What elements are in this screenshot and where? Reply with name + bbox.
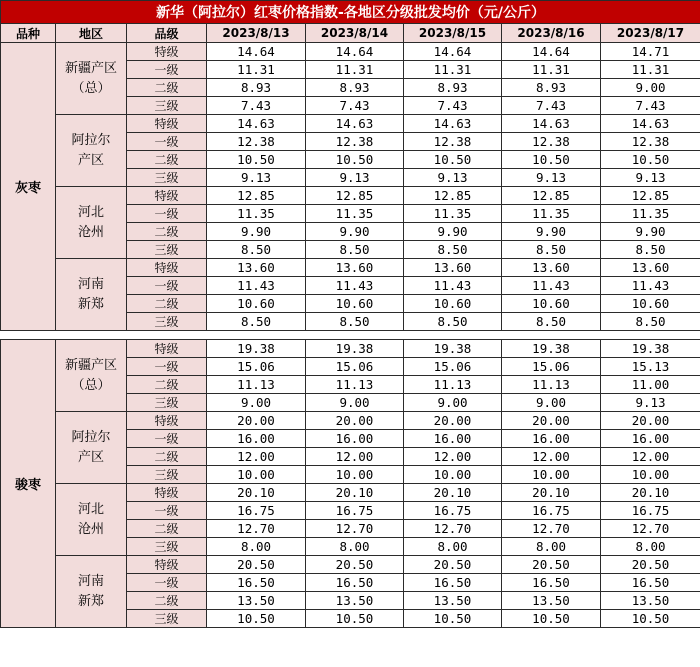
title-row (1, 1, 700, 24)
price-cell: 20.50 (601, 556, 700, 574)
price-cell: 14.64 (207, 43, 306, 61)
price-cell: 11.13 (404, 376, 502, 394)
table-row (1, 115, 700, 133)
price-cell: 16.50 (306, 574, 404, 592)
price-cell: 12.00 (306, 448, 404, 466)
region-cell (56, 340, 127, 412)
price-cell: 8.00 (502, 538, 601, 556)
price-cell: 12.70 (207, 520, 306, 538)
price-cell: 11.31 (502, 61, 601, 79)
header-date: 2023/8/16 (502, 24, 601, 43)
price-cell: 10.50 (404, 610, 502, 628)
header-date: 2023/8/17 (601, 24, 700, 43)
region-name-line: 沧州 (77, 224, 104, 240)
price-cell: 13.50 (404, 592, 502, 610)
price-cell: 15.06 (306, 358, 404, 376)
price-cell: 20.00 (306, 412, 404, 430)
variety-cell: 骏枣 (1, 340, 56, 628)
price-cell: 19.38 (601, 340, 700, 358)
price-cell: 9.90 (306, 223, 404, 241)
grade-cell: 特级 (127, 115, 207, 133)
grade-cell: 一级 (127, 133, 207, 151)
region-cell (56, 556, 127, 628)
price-cell: 16.00 (306, 430, 404, 448)
price-cell: 9.13 (306, 169, 404, 187)
region-name-line: 河北 (77, 204, 104, 220)
price-cell: 10.60 (404, 295, 502, 313)
price-cell: 8.93 (306, 79, 404, 97)
price-cell: 14.63 (207, 115, 306, 133)
region-name-line: 河北 (77, 501, 104, 517)
price-cell: 11.43 (306, 277, 404, 295)
table-row (1, 340, 700, 358)
price-cell: 12.38 (306, 133, 404, 151)
price-cell: 13.60 (404, 259, 502, 277)
price-cell: 11.43 (502, 277, 601, 295)
grade-cell: 二级 (127, 79, 207, 97)
price-cell: 8.50 (404, 241, 502, 259)
price-cell: 12.00 (502, 448, 601, 466)
price-cell: 16.75 (601, 502, 700, 520)
price-cell: 16.75 (404, 502, 502, 520)
header-region: 地区 (56, 24, 127, 43)
grade-cell: 三级 (127, 538, 207, 556)
price-cell: 11.43 (601, 277, 700, 295)
grade-cell: 三级 (127, 241, 207, 259)
price-cell: 12.85 (207, 187, 306, 205)
spacer-cell (1, 331, 700, 340)
region-name-line: 新疆产区 (64, 357, 117, 373)
grade-cell: 特级 (127, 484, 207, 502)
price-cell: 10.60 (601, 295, 700, 313)
price-cell: 13.50 (601, 592, 700, 610)
price-cell: 14.71 (601, 43, 700, 61)
table-row (1, 412, 700, 430)
price-cell: 20.50 (404, 556, 502, 574)
grade-cell: 三级 (127, 394, 207, 412)
price-cell: 11.31 (306, 61, 404, 79)
grade-cell: 二级 (127, 592, 207, 610)
price-cell: 10.00 (207, 466, 306, 484)
price-cell: 9.13 (601, 394, 700, 412)
region-cell (56, 43, 127, 115)
price-cell: 13.50 (306, 592, 404, 610)
grade-cell: 特级 (127, 259, 207, 277)
price-cell: 12.70 (601, 520, 700, 538)
table-row (1, 556, 700, 574)
price-cell: 16.00 (601, 430, 700, 448)
price-cell: 12.38 (404, 133, 502, 151)
grade-cell: 二级 (127, 448, 207, 466)
price-cell: 11.00 (601, 376, 700, 394)
price-cell: 8.50 (207, 313, 306, 331)
grade-cell: 一级 (127, 277, 207, 295)
price-cell: 20.10 (601, 484, 700, 502)
grade-cell: 特级 (127, 556, 207, 574)
price-cell: 8.00 (207, 538, 306, 556)
price-cell: 11.35 (207, 205, 306, 223)
grade-cell: 特级 (127, 340, 207, 358)
region-name-line: 阿拉尔 (71, 429, 111, 445)
price-cell: 13.60 (502, 259, 601, 277)
table-row (1, 187, 700, 205)
price-cell: 14.64 (502, 43, 601, 61)
table-title: 新华（阿拉尔）红枣价格指数-各地区分级批发均价（元/公斤） (1, 1, 700, 24)
grade-cell: 特级 (127, 187, 207, 205)
grade-cell: 二级 (127, 376, 207, 394)
price-cell: 8.50 (601, 241, 700, 259)
region-name-line: 新郑 (77, 296, 104, 312)
price-cell: 20.00 (207, 412, 306, 430)
price-cell: 8.50 (404, 313, 502, 331)
price-cell: 9.00 (207, 394, 306, 412)
grade-cell: 二级 (127, 223, 207, 241)
price-cell: 10.00 (306, 466, 404, 484)
price-cell: 14.64 (306, 43, 404, 61)
grade-cell: 二级 (127, 295, 207, 313)
price-cell: 12.70 (306, 520, 404, 538)
price-cell: 15.06 (404, 358, 502, 376)
price-cell: 12.38 (502, 133, 601, 151)
price-cell: 10.60 (306, 295, 404, 313)
price-cell: 8.00 (404, 538, 502, 556)
price-cell: 15.06 (207, 358, 306, 376)
price-cell: 8.50 (601, 313, 700, 331)
price-cell: 7.43 (601, 97, 700, 115)
region-name-line: 阿拉尔 (71, 132, 111, 148)
price-cell: 8.50 (502, 241, 601, 259)
grade-cell: 一级 (127, 205, 207, 223)
region-cell (56, 115, 127, 187)
price-cell: 10.50 (306, 151, 404, 169)
grade-cell: 三级 (127, 313, 207, 331)
price-cell: 8.00 (306, 538, 404, 556)
price-cell: 20.10 (306, 484, 404, 502)
price-cell: 16.50 (502, 574, 601, 592)
price-cell: 16.00 (404, 430, 502, 448)
price-cell: 10.50 (207, 610, 306, 628)
price-cell: 16.50 (404, 574, 502, 592)
price-cell: 8.93 (404, 79, 502, 97)
price-cell: 14.63 (404, 115, 502, 133)
region-name-line: 新郑 (77, 593, 104, 609)
price-cell: 11.31 (601, 61, 700, 79)
price-cell: 8.00 (601, 538, 700, 556)
grade-cell: 二级 (127, 520, 207, 538)
price-cell: 9.13 (502, 169, 601, 187)
price-cell: 20.10 (502, 484, 601, 502)
price-cell: 11.35 (601, 205, 700, 223)
price-cell: 11.13 (306, 376, 404, 394)
price-cell: 12.85 (306, 187, 404, 205)
region-cell (56, 412, 127, 484)
region-name-line: 产区 (77, 449, 104, 465)
header-date: 2023/8/13 (207, 24, 306, 43)
price-cell: 14.64 (404, 43, 502, 61)
region-name-line: 河南 (77, 276, 104, 292)
grade-cell: 一级 (127, 502, 207, 520)
price-cell: 9.00 (601, 79, 700, 97)
price-cell: 10.50 (404, 151, 502, 169)
price-cell: 20.00 (502, 412, 601, 430)
price-cell: 9.90 (404, 223, 502, 241)
price-cell: 13.50 (502, 592, 601, 610)
price-cell: 8.50 (207, 241, 306, 259)
price-cell: 8.50 (502, 313, 601, 331)
price-cell: 12.00 (601, 448, 700, 466)
grade-cell: 一级 (127, 430, 207, 448)
price-cell: 16.00 (502, 430, 601, 448)
price-cell: 10.50 (601, 610, 700, 628)
price-cell: 12.70 (404, 520, 502, 538)
price-cell: 8.93 (207, 79, 306, 97)
price-cell: 10.00 (502, 466, 601, 484)
price-cell: 13.60 (601, 259, 700, 277)
price-cell: 8.50 (306, 313, 404, 331)
table-row (1, 484, 700, 502)
price-cell: 16.75 (207, 502, 306, 520)
price-cell: 19.38 (502, 340, 601, 358)
price-cell: 9.90 (601, 223, 700, 241)
grade-cell: 三级 (127, 169, 207, 187)
price-cell: 10.50 (502, 151, 601, 169)
price-cell: 9.00 (404, 394, 502, 412)
price-cell: 14.63 (502, 115, 601, 133)
table-row (1, 43, 700, 61)
price-cell: 10.60 (207, 295, 306, 313)
price-cell: 11.13 (207, 376, 306, 394)
price-cell: 19.38 (207, 340, 306, 358)
price-cell: 13.60 (207, 259, 306, 277)
region-name-line: 产区 (77, 152, 104, 168)
price-cell: 12.00 (207, 448, 306, 466)
grade-cell: 三级 (127, 610, 207, 628)
price-cell: 7.43 (404, 97, 502, 115)
price-cell: 11.35 (404, 205, 502, 223)
price-cell: 13.50 (207, 592, 306, 610)
price-cell: 10.50 (207, 151, 306, 169)
region-name-line: 沧州 (77, 521, 104, 537)
header-date: 2023/8/14 (306, 24, 404, 43)
price-cell: 15.06 (502, 358, 601, 376)
price-cell: 10.60 (502, 295, 601, 313)
grade-cell: 一级 (127, 358, 207, 376)
price-cell: 20.10 (207, 484, 306, 502)
region-name-line: 河南 (77, 573, 104, 589)
header-variety: 品种 (1, 24, 56, 43)
price-cell: 9.90 (502, 223, 601, 241)
grade-cell: 二级 (127, 151, 207, 169)
price-cell: 9.00 (306, 394, 404, 412)
price-cell: 15.13 (601, 358, 700, 376)
grade-cell: 特级 (127, 43, 207, 61)
price-cell: 20.00 (404, 412, 502, 430)
price-cell: 11.31 (404, 61, 502, 79)
price-cell: 9.00 (502, 394, 601, 412)
price-cell: 11.31 (207, 61, 306, 79)
region-cell (56, 187, 127, 259)
variety-cell: 灰枣 (1, 43, 56, 331)
price-cell: 20.10 (404, 484, 502, 502)
price-cell: 10.00 (601, 466, 700, 484)
region-cell (56, 259, 127, 331)
header-grade: 品级 (127, 24, 207, 43)
region-name-line: （总） (71, 377, 111, 393)
price-cell: 14.63 (601, 115, 700, 133)
grade-cell: 一级 (127, 574, 207, 592)
price-cell: 7.43 (207, 97, 306, 115)
price-cell: 16.75 (306, 502, 404, 520)
price-cell: 12.70 (502, 520, 601, 538)
price-cell: 8.50 (306, 241, 404, 259)
price-cell: 9.90 (207, 223, 306, 241)
price-cell: 9.13 (207, 169, 306, 187)
price-cell: 8.93 (502, 79, 601, 97)
price-cell: 9.13 (601, 169, 700, 187)
price-cell: 12.85 (502, 187, 601, 205)
price-cell: 11.43 (207, 277, 306, 295)
price-cell: 12.38 (601, 133, 700, 151)
grade-cell: 一级 (127, 61, 207, 79)
price-cell: 7.43 (306, 97, 404, 115)
region-cell (56, 484, 127, 556)
price-cell: 20.50 (207, 556, 306, 574)
price-cell: 20.00 (601, 412, 700, 430)
price-cell: 11.13 (502, 376, 601, 394)
region-name-line: 新疆产区 (64, 60, 117, 76)
grade-cell: 三级 (127, 97, 207, 115)
price-cell: 12.85 (601, 187, 700, 205)
price-cell: 16.50 (207, 574, 306, 592)
region-name-line: （总） (71, 80, 111, 96)
grade-cell: 三级 (127, 466, 207, 484)
price-cell: 11.35 (306, 205, 404, 223)
price-cell: 19.38 (404, 340, 502, 358)
table-row (1, 259, 700, 277)
price-cell: 13.60 (306, 259, 404, 277)
price-cell: 12.38 (207, 133, 306, 151)
price-cell: 20.50 (306, 556, 404, 574)
price-cell: 16.00 (207, 430, 306, 448)
price-cell: 9.13 (404, 169, 502, 187)
grade-cell: 特级 (127, 412, 207, 430)
price-cell: 19.38 (306, 340, 404, 358)
header-row (1, 24, 700, 43)
group-spacer (1, 331, 700, 340)
price-cell: 11.43 (404, 277, 502, 295)
price-cell: 20.50 (502, 556, 601, 574)
price-cell: 16.50 (601, 574, 700, 592)
price-cell: 12.85 (404, 187, 502, 205)
header-date: 2023/8/15 (404, 24, 502, 43)
price-cell: 11.35 (502, 205, 601, 223)
price-cell: 7.43 (502, 97, 601, 115)
price-cell: 10.50 (306, 610, 404, 628)
price-cell: 10.00 (404, 466, 502, 484)
price-cell: 14.63 (306, 115, 404, 133)
price-cell: 12.00 (404, 448, 502, 466)
price-cell: 10.50 (601, 151, 700, 169)
price-cell: 16.75 (502, 502, 601, 520)
price-cell: 10.50 (502, 610, 601, 628)
